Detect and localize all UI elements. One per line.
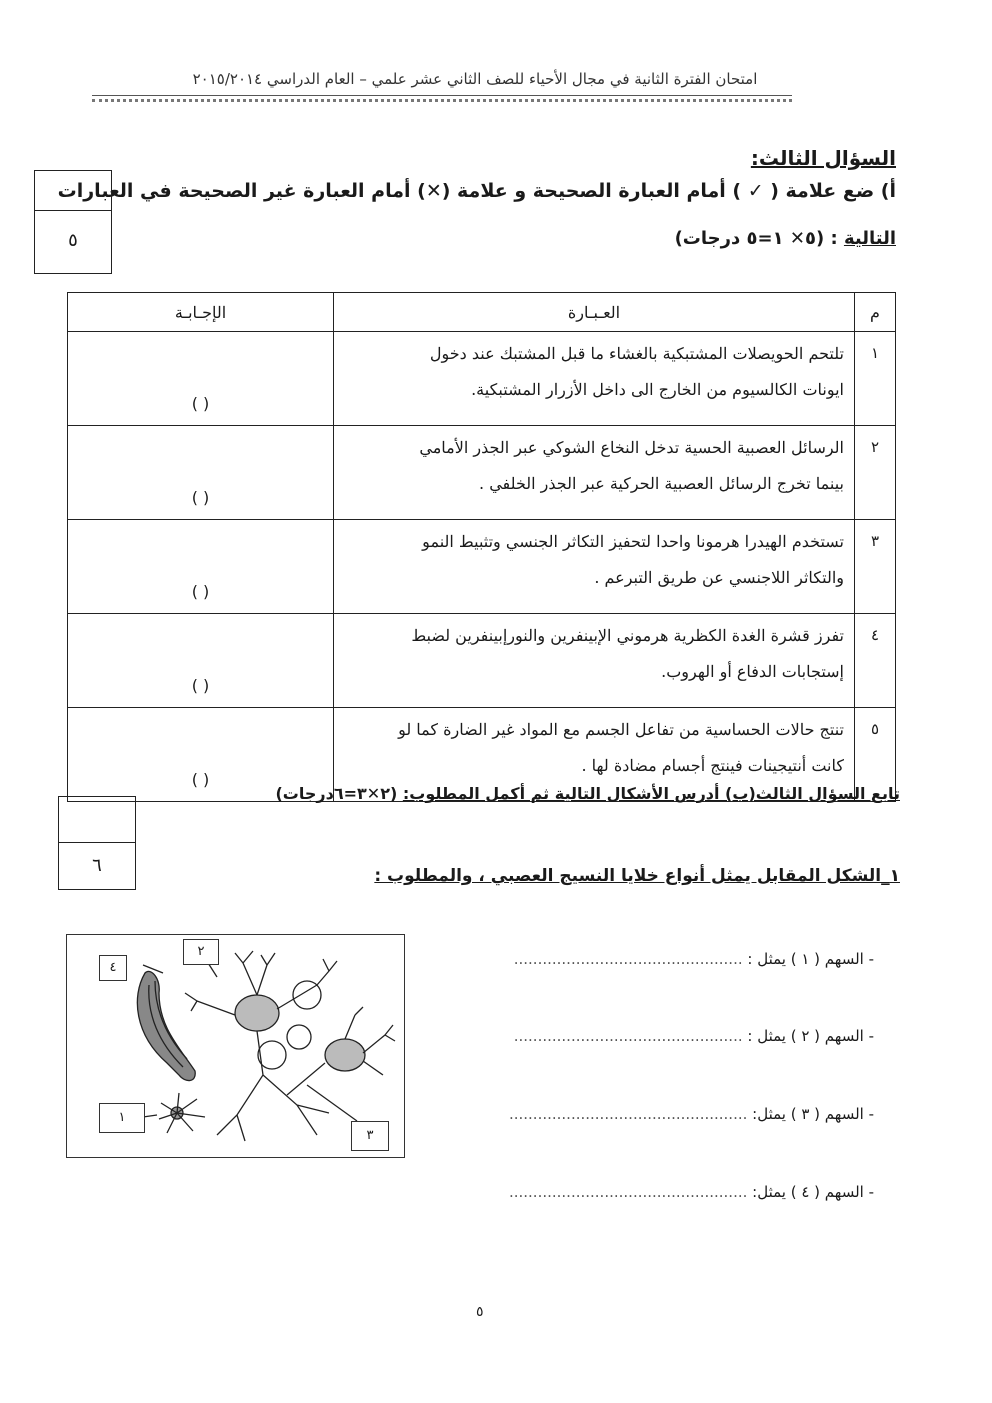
answer-blank[interactable]: ................................................ bbox=[513, 950, 743, 968]
statement-line: تلتحم الحويصلات المشتبكية بالغشاء ما قبل المشتبك عند دخول bbox=[429, 344, 844, 363]
dendrite bbox=[235, 951, 275, 995]
exam-header: امتحان الفترة الثانية في مجال الأحياء للصف الثاني عشر علمي – العام الدراسي ٢٠١٥/٢٠١٤ bbox=[192, 70, 758, 88]
section-b-title bbox=[275, 784, 900, 803]
row-number: ١ bbox=[855, 332, 896, 426]
question-instruction-cont bbox=[675, 228, 896, 249]
arrow-4-label: - السهم ( ٤ ) يمثل: bbox=[752, 1183, 874, 1201]
table-row bbox=[68, 520, 896, 614]
dendrite bbox=[185, 993, 235, 1015]
section-b-marks: (٢✕٣=٦درجات) bbox=[275, 784, 398, 803]
col-num-header: م bbox=[855, 293, 896, 332]
row-statement bbox=[334, 332, 855, 426]
soma bbox=[235, 995, 279, 1031]
arrow-4-line bbox=[454, 1183, 874, 1201]
nerve-bundle bbox=[137, 971, 195, 1080]
question-instruction: أ) ضع علامة ( ✓ ) أمام العبارة الصحيحة و علامة (✕) أمام العبارة غير الصحيحة في العبارات bbox=[57, 180, 896, 202]
answer-blank[interactable]: .................................................. bbox=[508, 1183, 748, 1201]
row-number: ٥ bbox=[855, 708, 896, 802]
arrow-2-label: - السهم ( ٢ ) يمثل : bbox=[747, 1027, 874, 1045]
statement-line: ايونات الكالسيوم من الخارج الى داخل الأزرار المشتبكية. bbox=[471, 380, 844, 399]
arrow-2-line bbox=[454, 1027, 874, 1045]
neuron-figure bbox=[66, 934, 405, 1158]
figure-label-4: ٤ bbox=[99, 955, 127, 981]
arrow-3-label: - السهم ( ٣ ) يمثل: bbox=[752, 1105, 874, 1123]
axon bbox=[287, 1063, 325, 1095]
page-number: ٥ bbox=[476, 1304, 484, 1320]
answer-cell[interactable]: ( ) bbox=[68, 708, 334, 802]
score-box-section-b: ٦ bbox=[58, 842, 136, 890]
answer-blank[interactable]: ................................................ bbox=[513, 1027, 743, 1045]
score-box-top bbox=[34, 170, 112, 211]
row-number: ٢ bbox=[855, 426, 896, 520]
row-statement bbox=[334, 614, 855, 708]
statement-line: إستجابات الدفاع أو الهروب. bbox=[661, 662, 844, 681]
arrow-3-line bbox=[454, 1105, 874, 1123]
answer-cell[interactable]: ( ) bbox=[68, 332, 334, 426]
header-rule bbox=[92, 95, 792, 96]
answer-blank[interactable]: .................................................. bbox=[508, 1105, 748, 1123]
question-title: السؤال الثالث: bbox=[750, 146, 896, 170]
soma bbox=[325, 1039, 365, 1071]
figure-label-2: ٢ bbox=[183, 939, 219, 965]
table-row bbox=[68, 426, 896, 520]
pointer-1 bbox=[143, 1115, 157, 1117]
statement-line: تفرز قشرة الغدة الكظرية هرموني الإبينفرين والنورإبينفرين لضبط bbox=[411, 626, 844, 645]
statement-line: تنتج حالات الحساسية من تفاعل الجسم مع المواد غير الضارة كما لو bbox=[398, 720, 844, 739]
row-number: ٤ bbox=[855, 614, 896, 708]
statement-line: بينما تخرج الرسائل العصبية الحركية عبر الجذر الخلفي . bbox=[479, 474, 844, 493]
score-box-b-top bbox=[58, 796, 136, 843]
arrow-1-line bbox=[454, 950, 874, 968]
row-statement bbox=[334, 520, 855, 614]
section-b-heading: تابع السؤال الثالث(ب) أدرس الأشكال التالية ثم أكمل المطلوب: bbox=[402, 784, 900, 803]
col-statement-header: العـبـارة bbox=[334, 293, 855, 332]
pointer-3 bbox=[307, 1085, 357, 1121]
statement-line: والتكاثر اللاجنسي عن طريق التبرعم . bbox=[594, 568, 844, 587]
statements-table bbox=[67, 292, 896, 802]
statement-line: تستخدم الهيدرا هرمونا واحدا لتحفيز التكاثر الجنسي وتثبيط النمو bbox=[422, 532, 844, 551]
statement-line: الرسائل العصبية الحسية تدخل النخاع الشوكي عبر الجذر الأمامي bbox=[419, 438, 844, 457]
col-answer-header: الإجـابـة bbox=[68, 293, 334, 332]
row-statement bbox=[334, 426, 855, 520]
score-box-section-a: ٥ bbox=[34, 210, 112, 274]
row-number: ٣ bbox=[855, 520, 896, 614]
figure-label-1: ١ bbox=[99, 1103, 145, 1133]
header-rule-dotted bbox=[92, 99, 792, 102]
answer-cell[interactable]: ( ) bbox=[68, 426, 334, 520]
arrow-1-label: - السهم ( ١ ) يمثل : bbox=[747, 950, 874, 968]
sub-question: ١_الشكل المقابل يمثل أنواع خلايا النسيج العصبي ، والمطلوب : bbox=[374, 866, 900, 886]
marks-note: : (٥✕ ١=٥ درجات) bbox=[674, 228, 838, 249]
figure-label-3: ٣ bbox=[351, 1121, 389, 1151]
statement-line: كانت أنتيجينات فينتج أجسام مضادة لها . bbox=[581, 756, 844, 775]
glial-cell bbox=[287, 1025, 311, 1049]
instruction-cont-word: التالية bbox=[843, 228, 896, 249]
answer-cell[interactable]: ( ) bbox=[68, 520, 334, 614]
table-row bbox=[68, 332, 896, 426]
table-row bbox=[68, 614, 896, 708]
answer-cell[interactable]: ( ) bbox=[68, 614, 334, 708]
